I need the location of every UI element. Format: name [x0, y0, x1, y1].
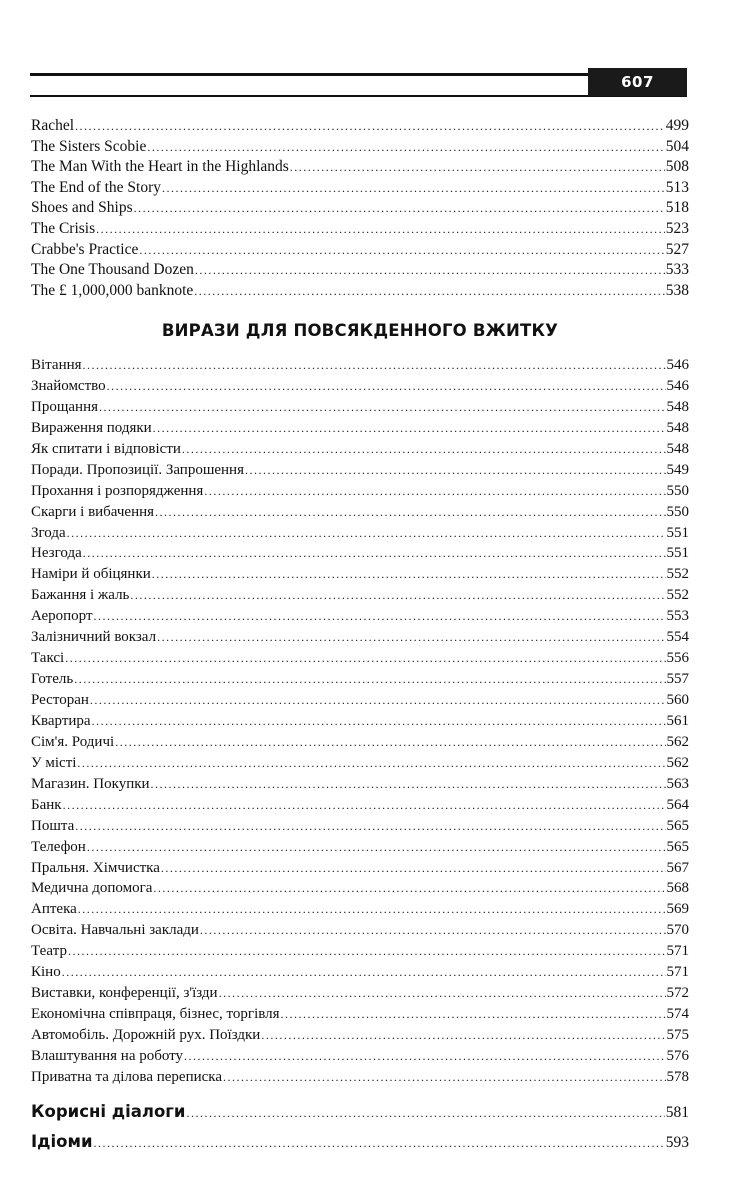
toc-row[interactable] — [31, 837, 689, 858]
toc-row-title: Прохання і розпорядження — [31, 482, 204, 499]
dot-leader — [78, 899, 666, 920]
dot-leader — [94, 606, 666, 627]
toc-row-page: 508 — [665, 158, 689, 176]
dot-leader — [130, 585, 665, 606]
toc-row-title: Наміри й обіцянки — [31, 566, 151, 583]
toc-row-page: 513 — [665, 178, 689, 196]
toc-row-title: Crabbe's Practice — [31, 240, 139, 258]
toc-row-title: Театр — [31, 943, 67, 960]
toc-row-page: 518 — [665, 199, 689, 217]
dot-leader — [194, 281, 664, 302]
toc-row-title: Shoes and Ships — [31, 199, 133, 217]
toc-row-page: 527 — [665, 240, 689, 258]
toc-row-title: Поради. Пропозиції. Запрошення — [31, 461, 244, 478]
toc-row-page: 568 — [666, 880, 689, 897]
toc-row-title: Незгода — [31, 545, 82, 562]
dot-leader — [261, 1025, 665, 1046]
toc-row-title: У місті — [31, 754, 77, 771]
toc-row-page: 548 — [666, 440, 689, 457]
english-stories-list — [31, 116, 689, 301]
toc-row[interactable] — [31, 281, 689, 302]
dot-leader — [83, 543, 666, 564]
toc-row[interactable] — [31, 260, 689, 281]
toc-row[interactable] — [31, 606, 689, 627]
dot-leader — [75, 116, 665, 137]
toc-row[interactable] — [31, 585, 689, 606]
toc-row-title: The One Thousand Dozen — [31, 261, 194, 279]
toc-row-page: 551 — [666, 545, 689, 562]
toc-row-title: Виставки, конференції, з'їзди — [31, 985, 218, 1002]
dot-leader — [195, 260, 665, 281]
toc-row[interactable] — [31, 983, 689, 1004]
toc-row-page: 548 — [666, 398, 689, 415]
toc-row[interactable] — [31, 627, 689, 648]
toc-row-title: Аптека — [31, 901, 77, 918]
toc-row-title: Медична допомога — [31, 880, 153, 897]
toc-row-page: 548 — [666, 419, 689, 436]
toc-row-title: Пральня. Хімчистка — [31, 859, 160, 876]
toc-row-page: 563 — [666, 775, 689, 792]
toc-row[interactable] — [31, 1004, 689, 1025]
toc-row[interactable] — [31, 523, 689, 544]
toc-row-page: 533 — [665, 261, 689, 279]
toc-row-title: Пошта — [31, 817, 75, 834]
dot-leader — [184, 1046, 665, 1067]
toc-row-title: Вітання — [31, 357, 82, 373]
toc-row-page: 575 — [666, 1027, 689, 1043]
dot-leader — [147, 137, 664, 158]
toc-row-page: 581 — [665, 1104, 689, 1121]
toc-row-page: 570 — [666, 922, 689, 939]
toc-row-page: 499 — [665, 117, 689, 134]
toc-row[interactable] — [31, 858, 689, 879]
toc-row-title: The Man With the Heart in the Highlands — [31, 158, 289, 176]
dot-leader — [157, 627, 665, 648]
toc-row-title: Вираження подяки — [31, 419, 152, 436]
toc-row[interactable] — [31, 753, 689, 774]
toc-row[interactable] — [31, 439, 689, 460]
toc-row-title: The Crisis — [31, 219, 96, 237]
toc-row-page: 564 — [666, 796, 689, 813]
toc-row[interactable] — [31, 1067, 689, 1088]
toc-row[interactable] — [31, 198, 689, 219]
toc-row-title: The £ 1,000,000 banknote — [31, 281, 194, 299]
toc-row-page: 565 — [666, 817, 689, 834]
dot-leader — [83, 355, 666, 376]
toc-row-page: 567 — [666, 859, 689, 876]
toc-row-title: The End of the Story — [31, 178, 162, 196]
dot-leader — [87, 837, 666, 858]
toc-row-page: 572 — [666, 985, 689, 1002]
toc-row[interactable] — [31, 376, 689, 397]
toc-row-page: 504 — [665, 137, 689, 155]
toc-row[interactable] — [31, 219, 689, 240]
toc-row-page: 561 — [666, 712, 689, 729]
toc-row-page: 551 — [666, 524, 689, 541]
dot-leader — [200, 920, 666, 941]
toc-row-page: 593 — [665, 1134, 689, 1151]
toc-row-title: Автомобіль. Дорожній рух. Поїздки — [31, 1027, 261, 1043]
toc-row-title: Таксі — [31, 650, 65, 667]
toc-row[interactable] — [31, 962, 689, 983]
dot-leader — [99, 397, 666, 418]
toc-row[interactable] — [31, 690, 689, 711]
toc-row-title: The Sisters Scobie — [31, 137, 147, 155]
toc-row-page: 553 — [666, 608, 689, 625]
dot-leader — [223, 1067, 665, 1088]
toc-row-page: 556 — [666, 650, 689, 667]
toc-row-title: Знайомство — [31, 377, 106, 394]
dot-leader — [74, 669, 665, 690]
toc-row-page: 562 — [666, 733, 689, 750]
toc-row[interactable] — [31, 116, 689, 137]
toc-row-title: Згода — [31, 524, 66, 541]
dot-leader — [281, 1004, 666, 1025]
dot-leader — [92, 711, 666, 732]
header-rule — [30, 73, 590, 76]
toc-row-page: 523 — [665, 219, 689, 237]
dot-leader — [65, 648, 665, 669]
toc-row[interactable] — [31, 941, 689, 962]
toc-row-title: Економічна співпраця, бізнес, торгівля — [31, 1006, 280, 1023]
toc-row-page: 576 — [666, 1047, 689, 1064]
toc-row-title: Ресторан — [31, 692, 89, 708]
toc-row-title: Бажання і жаль — [31, 587, 130, 604]
toc-row[interactable] — [31, 648, 689, 669]
toc-row[interactable] — [31, 418, 689, 439]
dot-leader — [115, 732, 665, 753]
dot-leader — [152, 564, 666, 585]
toc-row[interactable] — [31, 732, 689, 753]
dot-leader — [182, 439, 666, 460]
bold-sections-list — [31, 1097, 689, 1157]
toc-row-title: Корисні діалоги — [31, 1102, 186, 1121]
toc-row-title: Скарги і вибачення — [31, 503, 155, 520]
toc-row-page: 538 — [665, 281, 689, 299]
toc-row[interactable] — [31, 137, 689, 158]
dot-leader — [139, 240, 664, 261]
dot-leader — [107, 376, 666, 397]
dot-leader — [290, 157, 665, 178]
toc-row[interactable] — [31, 1097, 689, 1127]
toc-row[interactable] — [31, 774, 689, 795]
toc-row-page: 554 — [666, 629, 689, 646]
phrases-list — [31, 355, 689, 1088]
toc-row[interactable] — [31, 240, 689, 261]
toc-row-title: Сім'я. Родичі — [31, 733, 115, 750]
toc-row[interactable] — [31, 543, 689, 564]
toc-row-page: 546 — [666, 357, 689, 373]
toc-row-title: Готель — [31, 671, 74, 688]
dot-leader — [161, 858, 666, 879]
dot-leader — [245, 460, 666, 481]
toc-row[interactable] — [31, 481, 689, 502]
dot-leader — [68, 941, 666, 962]
toc-row-page: 550 — [666, 503, 689, 520]
dot-leader — [90, 690, 666, 711]
toc-row-page: 569 — [666, 901, 689, 918]
toc-row-title: Банк — [31, 796, 62, 813]
toc-row-title: Влаштування на роботу — [31, 1047, 184, 1064]
toc-row[interactable] — [31, 397, 689, 418]
toc-row-title: Кіно — [31, 964, 61, 981]
toc-row-page: 578 — [666, 1068, 689, 1085]
toc-row-title: Як спитати і відповісти — [31, 440, 181, 457]
toc-row[interactable] — [31, 878, 689, 899]
dot-leader — [162, 178, 665, 199]
dot-leader — [155, 502, 665, 523]
toc-row[interactable] — [31, 178, 689, 199]
dot-leader — [134, 198, 665, 219]
toc-row-page: 557 — [666, 671, 689, 688]
toc-row-title: Телефон — [31, 838, 86, 855]
toc-row-page: 549 — [666, 461, 689, 478]
toc-row-page: 565 — [666, 838, 689, 855]
dot-leader — [187, 1098, 665, 1128]
toc-row[interactable] — [31, 564, 689, 585]
toc-row-title: Ідіоми — [31, 1132, 93, 1151]
dot-leader — [153, 418, 666, 439]
toc-row[interactable] — [31, 920, 689, 941]
dot-leader — [204, 481, 665, 502]
dot-leader — [96, 219, 665, 240]
dot-leader — [153, 878, 665, 899]
dot-leader — [63, 795, 666, 816]
toc-row[interactable] — [31, 1046, 689, 1067]
toc-row-page: 552 — [666, 566, 689, 583]
toc-row[interactable] — [31, 899, 689, 920]
dot-leader — [151, 774, 666, 795]
toc-row[interactable] — [31, 355, 689, 376]
toc-row[interactable] — [31, 502, 689, 523]
toc-row-page: 560 — [666, 692, 689, 708]
dot-leader — [75, 816, 665, 837]
dot-leader — [62, 962, 666, 983]
toc-row-title: Освіта. Навчальні заклади — [31, 922, 199, 939]
toc-row-title: Rachel — [31, 117, 75, 134]
toc-row-page: 562 — [666, 754, 689, 771]
toc-row[interactable] — [31, 1025, 689, 1046]
page-number: 607 — [588, 68, 687, 96]
toc-row-title: Квартира — [31, 712, 91, 729]
toc-row-page: 552 — [666, 587, 689, 604]
toc-row-title: Залізничний вокзал — [31, 629, 157, 646]
toc-row-title: Приватна та ділова переписка — [31, 1068, 223, 1085]
toc-row-page: 571 — [666, 964, 689, 981]
toc-row[interactable] — [31, 669, 689, 690]
section-heading: ВИРАЗИ ДЛЯ ПОВСЯКДЕННОГО ВЖИТКУ — [161, 321, 559, 340]
dot-leader — [77, 753, 665, 774]
toc-row-page: 550 — [666, 482, 689, 499]
toc-row[interactable] — [31, 795, 689, 816]
toc-row-title: Прощання — [31, 398, 98, 415]
toc-row-title: Магазин. Покупки — [31, 775, 150, 792]
toc-row-page: 571 — [666, 943, 689, 960]
toc-row-page: 574 — [666, 1006, 689, 1023]
dot-leader — [94, 1128, 665, 1158]
dot-leader — [67, 523, 666, 544]
toc-row[interactable] — [31, 157, 689, 178]
toc-row-page: 546 — [666, 377, 689, 394]
toc-row[interactable] — [31, 816, 689, 837]
toc-row[interactable] — [31, 460, 689, 481]
toc-row-title: Аеропорт — [31, 608, 93, 625]
toc-row[interactable] — [31, 711, 689, 732]
dot-leader — [219, 983, 666, 1004]
toc-row[interactable] — [31, 1127, 689, 1157]
